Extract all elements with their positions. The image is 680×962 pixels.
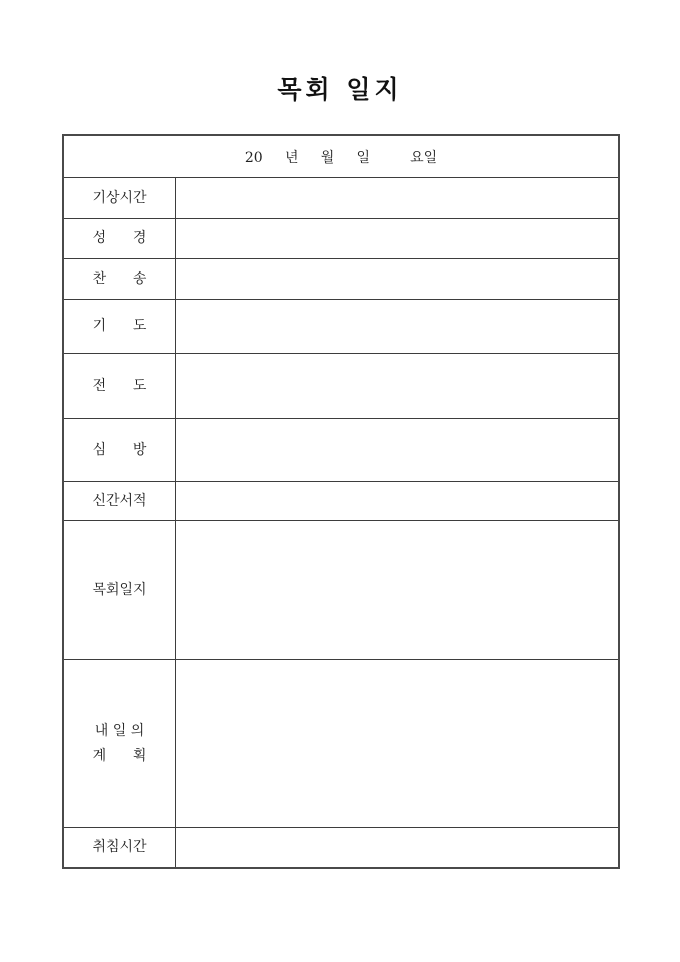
row-hymn — [64, 259, 618, 300]
field-prayer[interactable] — [176, 300, 618, 353]
field-new-books[interactable] — [176, 482, 618, 520]
row-bedtime — [64, 828, 618, 867]
row-label-visitation: 심 방 — [64, 419, 176, 481]
row-label-evangelism: 전 도 — [64, 354, 176, 418]
row-label-bedtime: 취침시간 — [64, 828, 176, 867]
date-header-text: 20 년 월 일 요일 — [244, 149, 438, 166]
row-visitation — [64, 419, 618, 482]
row-label-new-books: 신간서적 — [64, 482, 176, 520]
field-tomorrow-plan[interactable] — [176, 660, 618, 827]
field-bible[interactable] — [176, 219, 618, 258]
field-bedtime[interactable] — [176, 828, 618, 867]
date-header-row[interactable] — [64, 136, 618, 178]
field-hymn[interactable] — [176, 259, 618, 299]
row-label-prayer: 기 도 — [64, 300, 176, 353]
field-evangelism[interactable] — [176, 354, 618, 418]
field-visitation[interactable] — [176, 419, 618, 481]
row-label-bible: 성 경 — [64, 219, 176, 258]
field-pastoral-journal[interactable] — [176, 521, 618, 659]
row-prayer — [64, 300, 618, 354]
row-new-books — [64, 482, 618, 521]
row-tomorrow-plan — [64, 660, 618, 828]
page-title: 목회 일지 — [277, 75, 403, 104]
row-label-pastoral-journal: 목회일지 — [64, 521, 176, 659]
row-label-tomorrow-plan: 내 일 의 계 획 — [64, 660, 176, 827]
journal-table — [62, 134, 620, 869]
row-wake-time — [64, 178, 618, 219]
row-label-wake-time: 기상시간 — [64, 178, 176, 218]
row-pastoral-journal — [64, 521, 618, 660]
row-bible — [64, 219, 618, 259]
row-label-hymn: 찬 송 — [64, 259, 176, 299]
field-wake-time[interactable] — [176, 178, 618, 218]
row-evangelism — [64, 354, 618, 419]
